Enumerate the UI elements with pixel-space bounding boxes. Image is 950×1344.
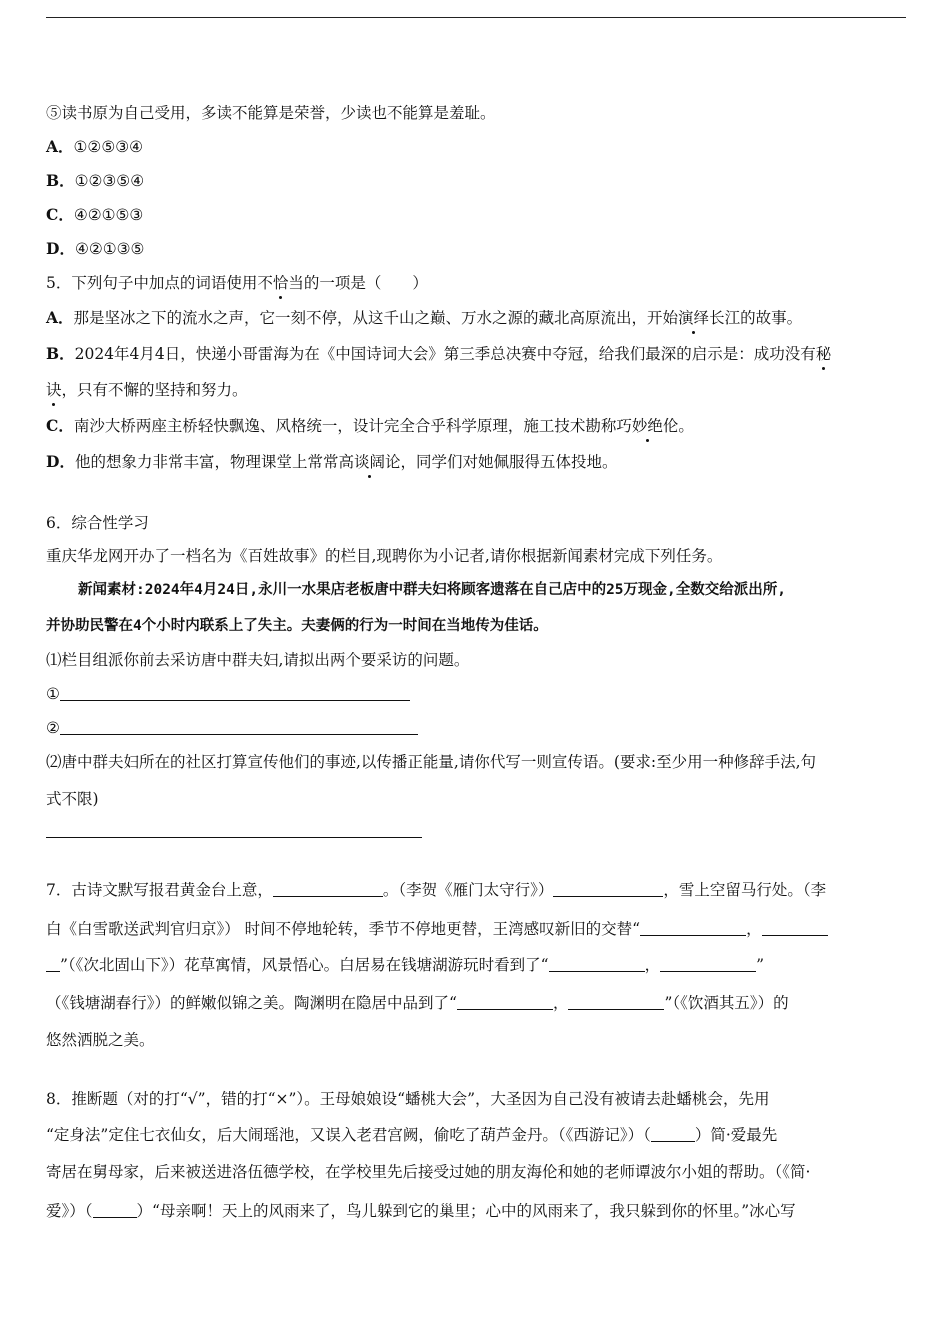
option-label: B． bbox=[46, 344, 75, 363]
stem-post: 的一项是（ ） bbox=[303, 274, 428, 292]
q6-task2-line2: 式不限) bbox=[46, 790, 99, 808]
q7-text: ” bbox=[756, 956, 765, 974]
option-label: C． bbox=[46, 416, 74, 435]
q4-option-a[interactable] bbox=[46, 137, 143, 157]
q6-intro: 重庆华龙网开办了一档名为《百姓故事》的栏目,现聘你为小记者,请你根据新闻素材完成下列任务。 bbox=[46, 547, 723, 565]
q7-text: ， bbox=[644, 956, 661, 974]
q4-option-d[interactable] bbox=[46, 239, 144, 259]
q8-line4 bbox=[46, 1201, 796, 1221]
dotted-word: 诀 bbox=[46, 381, 62, 399]
dotted-word: 巧妙绝伦 bbox=[616, 417, 679, 435]
option-text-pre: 南沙大桥两座主桥轻快飘逸、风格统一，设计完全合乎科学原理，施工技术勘称 bbox=[73, 417, 617, 435]
q4-option-c[interactable] bbox=[46, 205, 143, 225]
q5-option-b-line1[interactable] bbox=[46, 344, 831, 364]
q7-text: 。（李贺《雁门太守行》） bbox=[382, 881, 554, 899]
q7-text: 7．古诗文默写报君黄金台上意， bbox=[46, 881, 273, 899]
option-label: A． bbox=[46, 308, 74, 327]
fill-blank[interactable] bbox=[46, 955, 60, 972]
q7-text: ，雪上空留马行处。（李 bbox=[663, 881, 827, 899]
fill-blank[interactable] bbox=[273, 880, 383, 897]
q5-option-c[interactable] bbox=[46, 416, 694, 436]
q6-task2-answer-blank[interactable] bbox=[46, 837, 422, 838]
option-label: D． bbox=[46, 452, 75, 471]
judge-blank[interactable] bbox=[651, 1125, 695, 1142]
judge-blank[interactable] bbox=[93, 1201, 137, 1218]
option-text-post: 。 bbox=[678, 417, 694, 435]
dotted-word: 演绎 bbox=[678, 309, 710, 327]
q6-answer-1[interactable] bbox=[46, 684, 410, 704]
q6-task1: ⑴栏目组派你前去采访唐中群夫妇,请拟出两个要采访的问题。 bbox=[46, 651, 470, 669]
option-text-pre: 那是坚冰之下的流水之声，它一刻不停，从这千山之巅、万水之源的藏北高原流出，开始 bbox=[73, 309, 679, 327]
q6-title: 6．综合性学习 bbox=[46, 514, 149, 532]
q8-text: 爱》）（ bbox=[46, 1202, 93, 1220]
q8-line1: 8．推断题（对的打“√”，错的打“×”）。王母娘娘设“蟠桃大会”，大圣因为自己没有被请去赴蟠桃会，先用 bbox=[46, 1090, 770, 1108]
q7-text: ”（《饮酒其五》）的 bbox=[664, 994, 789, 1012]
q6-news-line1: 新闻素材:2024年4月24日,永川一水果店老板唐中群夫妇将顾客遗落在自己店中的25万现金,全数交给派出所, bbox=[78, 582, 786, 598]
q8-text: ）简·爱最先 bbox=[694, 1126, 778, 1144]
option-label: D． bbox=[46, 239, 75, 258]
q7-text: ， bbox=[746, 920, 762, 938]
q8-text: ）“母亲啊！天上的风雨来了，鸟儿躲到它的巢里；心中的风雨来了，我只躲到你的怀里。”冰心写 bbox=[136, 1202, 796, 1220]
q7-text: ”（《次北固山下》）花草寓情，风景悟心。白居易在钱塘湖游玩时看到了“ bbox=[60, 956, 549, 974]
q5-stem bbox=[46, 273, 428, 293]
q7-text: 白《白雪歌送武判官归京》） 时间不停地轮转，季节不停地更替，王湾感叹新旧的交替“ bbox=[46, 920, 641, 938]
top-rule bbox=[46, 17, 906, 18]
option-text: ①②⑤③④ bbox=[73, 138, 144, 156]
stem-dotted: 不恰当 bbox=[257, 274, 304, 292]
answer-number: ② bbox=[46, 719, 60, 737]
option-text: ④②①⑤③ bbox=[73, 206, 144, 224]
fill-blank[interactable] bbox=[568, 993, 664, 1010]
answer-blank[interactable] bbox=[60, 718, 418, 735]
q7-text: ， bbox=[552, 994, 569, 1012]
option-text: ④②①③⑤ bbox=[74, 240, 145, 258]
answer-blank[interactable] bbox=[60, 684, 410, 701]
q7-line4 bbox=[46, 993, 789, 1013]
fill-blank[interactable] bbox=[457, 993, 553, 1010]
answer-number: ① bbox=[46, 685, 60, 703]
q7-line1 bbox=[46, 880, 826, 900]
option-label: C． bbox=[46, 205, 74, 224]
fill-blank[interactable] bbox=[762, 919, 828, 936]
q7-text: （《钱塘湖春行》）的鲜嫩似锦之美。陶渊明在隐居中品到了“ bbox=[46, 994, 457, 1012]
q7-line2 bbox=[46, 919, 828, 939]
fill-blank[interactable] bbox=[640, 919, 746, 936]
option-text-post: 长江的故事。 bbox=[709, 309, 803, 327]
option-text-post: ，同学们对她佩服得五体投地。 bbox=[400, 453, 618, 471]
option-text-pre: 他的想象力非常丰富，物理课堂上常常 bbox=[74, 453, 339, 471]
option-text-pre: 2024年4月4日，快递小哥雷海为在《中国诗词大会》第三季总决赛中夺冠，给我们最深的启示是：成功没有 bbox=[74, 345, 816, 363]
q5-option-d[interactable] bbox=[46, 452, 618, 472]
q7-line3 bbox=[46, 955, 764, 975]
q6-news-line2: 并协助民警在4个小时内联系上了失主。夫妻俩的行为一时间在当地传为佳话。 bbox=[46, 618, 548, 634]
stem-pre: 5．下列句子中加点的词语使用 bbox=[46, 274, 258, 292]
option-text-post: ，只有不懈的坚持和努力。 bbox=[61, 381, 248, 399]
option-label: B． bbox=[46, 171, 75, 190]
q6-task2-line1: ⑵唐中群夫妇所在的社区打算宣传他们的事迹,以传播正能量,请你代写一则宣传语。(要求:至少用一种修辞手法,句 bbox=[46, 753, 817, 771]
q8-text: “定身法”定住七衣仙女，后大闹瑶池，又误入老君宫阙，偷吃了葫芦金丹。（《西游记》）（ bbox=[46, 1126, 651, 1144]
q8-line3: 寄居在舅母家，后来被送进洛伍德学校，在学校里先后接受过她的朋友海伦和她的老师谭波尔小姐的帮助。（《简· bbox=[46, 1163, 811, 1181]
q5-option-b-line2 bbox=[46, 380, 248, 400]
dotted-word: 高谈阔论 bbox=[338, 453, 401, 471]
option-label: A． bbox=[46, 137, 74, 156]
q8-line2 bbox=[46, 1125, 777, 1145]
q4-option-b[interactable] bbox=[46, 171, 144, 191]
q5-option-a[interactable] bbox=[46, 308, 802, 328]
fill-blank[interactable] bbox=[549, 955, 645, 972]
option-text: ①②③⑤④ bbox=[74, 172, 145, 190]
dotted-word: 秘 bbox=[815, 345, 832, 363]
q6-answer-2[interactable] bbox=[46, 718, 418, 738]
q4-item5: ⑤读书原为自己受用，多读不能算是荣誉，少读也不能算是羞耻。 bbox=[46, 104, 496, 122]
fill-blank[interactable] bbox=[660, 955, 756, 972]
q7-line5: 悠然洒脱之美。 bbox=[46, 1031, 155, 1049]
fill-blank[interactable] bbox=[553, 880, 663, 897]
